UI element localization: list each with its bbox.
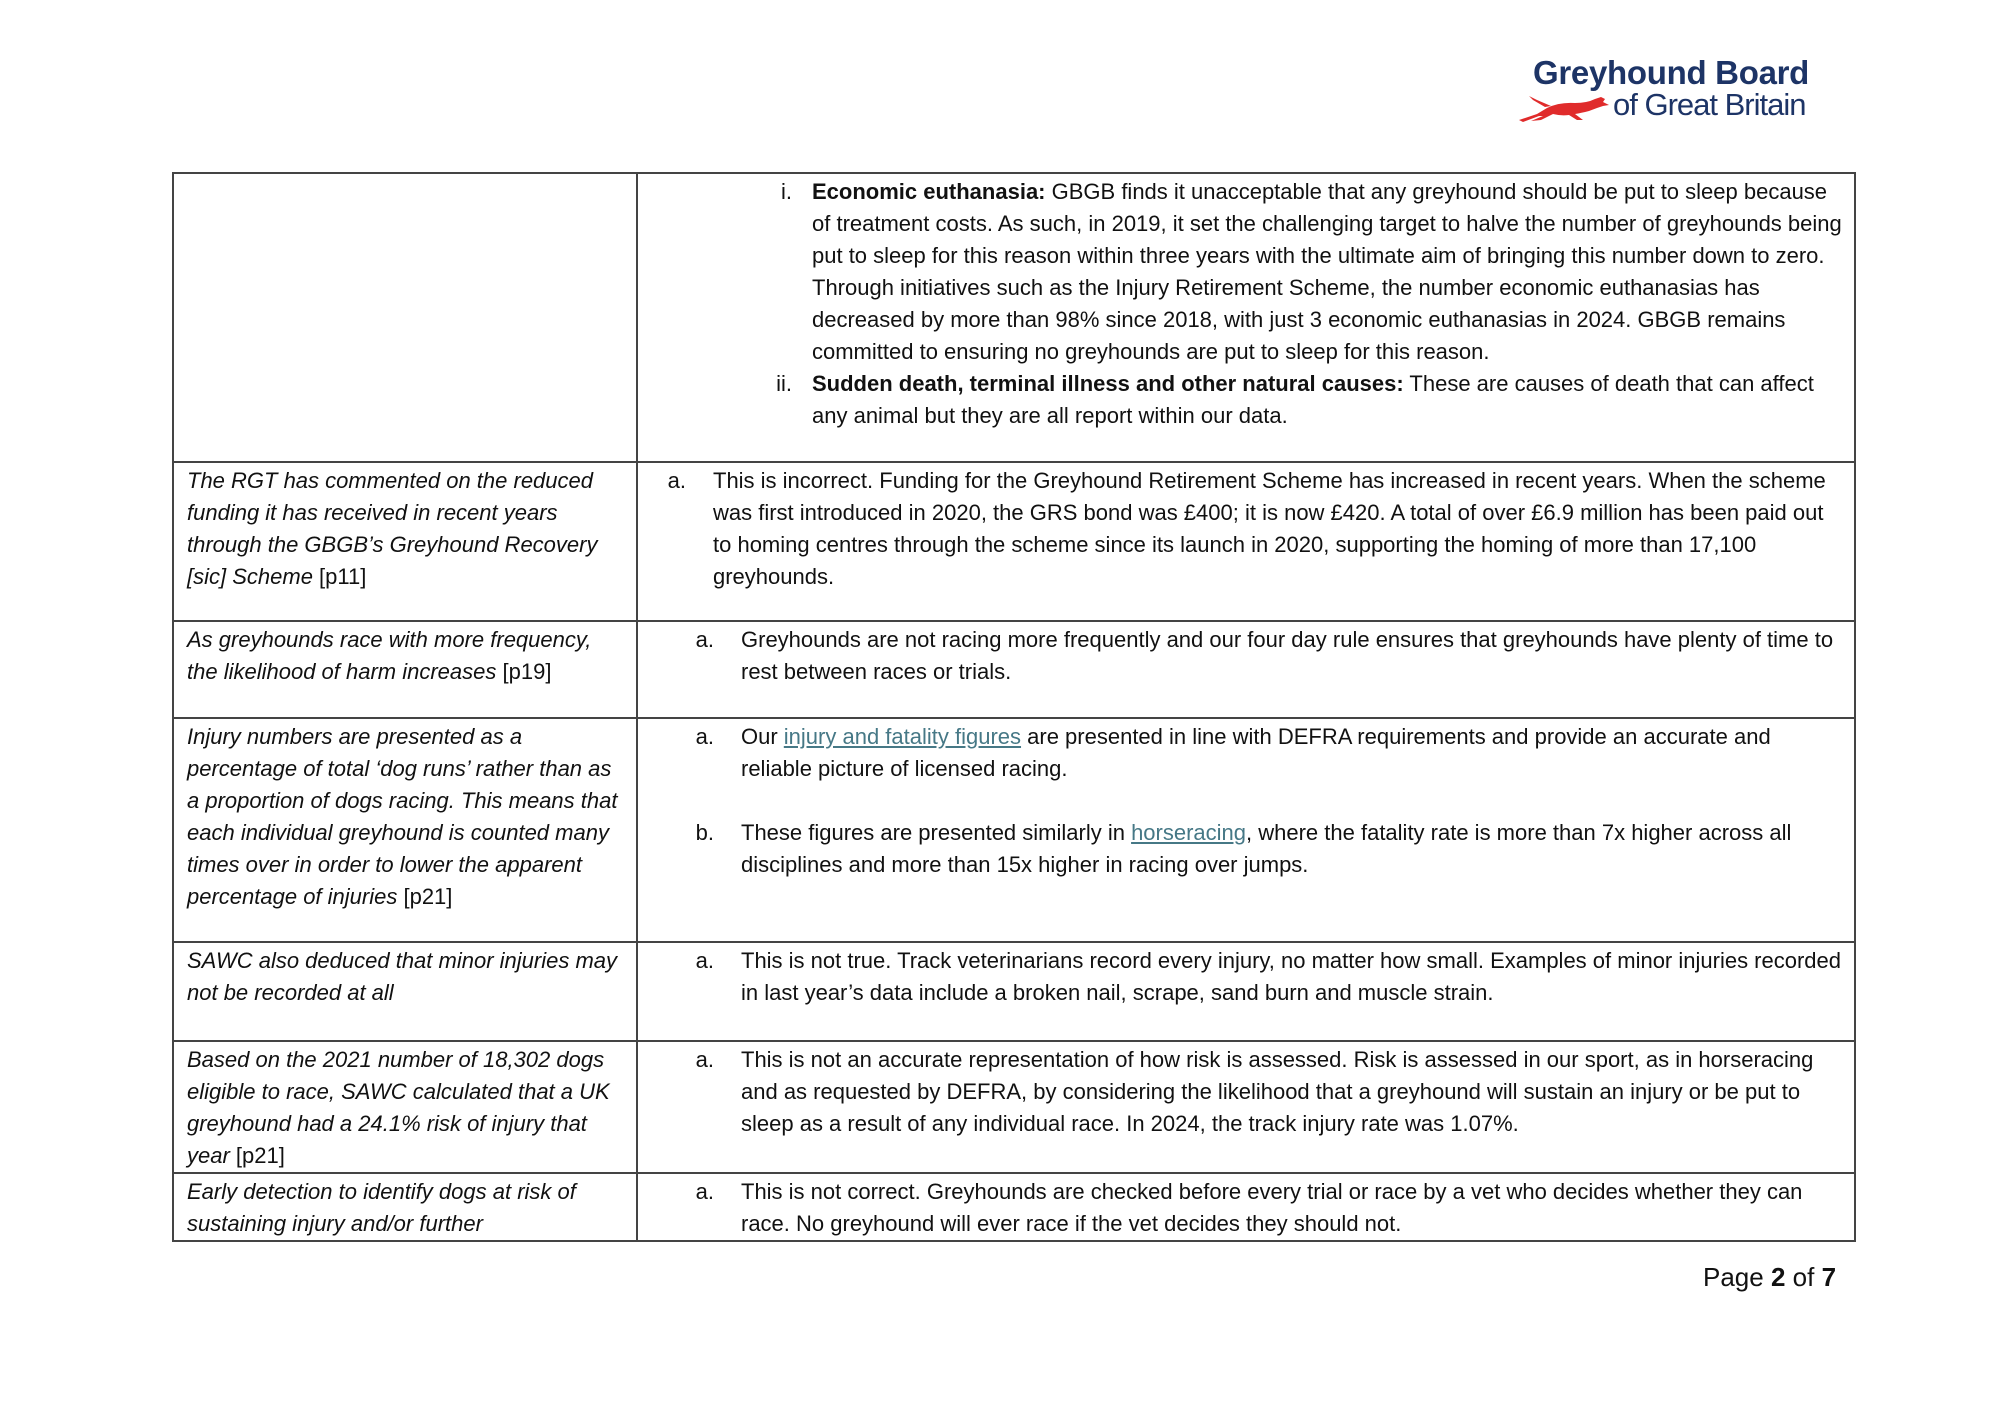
response-cell (637, 462, 1855, 621)
claim-text: Injury numbers are presented as a percentage of total ‘dog runs’ rather than as a proportion of dogs racing. This means that each individual greyhound is counted many times over in order to lower the apparent percentage of injuries (187, 724, 618, 909)
current-page: 2 (1770, 1262, 1786, 1292)
item-text: These figures are presented similarly in (741, 820, 1132, 845)
page-label: Page (1703, 1262, 1771, 1292)
table-row (173, 173, 1855, 462)
claim-cell (173, 718, 637, 942)
item-heading: Sudden death, terminal illness and other natural causes: (812, 371, 1404, 396)
response-cell (637, 1173, 1855, 1241)
table-row (173, 621, 1855, 718)
letter-marker: b. (695, 820, 714, 845)
total-pages: 7 (1821, 1262, 1837, 1292)
claim-text: Early detection to identify dogs at risk of sustaining injury and/or further (187, 1179, 576, 1236)
table-row (173, 942, 1855, 1041)
item-text: This is incorrect. Funding for the Greyhound Retirement Scheme has increased in recent years. When the scheme was first introduced in 2020, the GRS bond was £400; it is now £420. A total of over £6.9 million has been paid out to homing centres through the scheme since its launch in 2020, supporting the homing of more than 17,100 greyhounds. (713, 468, 1826, 589)
item-heading: Economic euthanasia: (812, 179, 1046, 204)
item-text: This is not an accurate representation of how risk is assessed. Risk is assessed in our sport, as in horseracing and as requested by DEFRA, by considering the likelihood that a greyhound will sustain an injury or be put to sleep as a result of any individual race. In 2024, the track injury rate was 1.07%. (741, 1047, 1814, 1136)
letter-marker: a. (695, 627, 714, 652)
item-text: Greyhounds are not racing more frequently and our four day rule ensures that greyhounds have plenty of time to rest between races or trials. (741, 627, 1834, 684)
claim-text: The RGT has commented on the reduced funding it has received in recent years through the GBGB’s Greyhound Recovery [sic] Scheme (187, 468, 598, 589)
claim-cell (173, 1041, 637, 1173)
item-text: , where the fatality rate is more than 7x higher across all disciplines and more than 15x higher in racing over jumps. (741, 820, 1792, 877)
page-number (1703, 1262, 1836, 1293)
response-item (638, 817, 1842, 881)
claim-cell (173, 173, 637, 462)
page-reference: [p21] (235, 1143, 285, 1168)
table-row (173, 718, 1855, 942)
roman-marker: ii. (776, 371, 792, 396)
letter-marker: a. (695, 1047, 714, 1072)
claim-text: Based on the 2021 number of 18,302 dogs eligible to race, SAWC calculated that a UK greyhound had a 24.1% risk of injury that year (187, 1047, 610, 1168)
page-reference: [p19] (502, 659, 552, 684)
response-item (638, 368, 1842, 432)
response-cell (637, 718, 1855, 942)
response-item (638, 1176, 1842, 1240)
letter-marker: a. (695, 724, 714, 749)
claims-response-table (172, 172, 1856, 1242)
item-text: These are causes of death that can affect any animal but they are all report within our data. (812, 371, 1814, 428)
item-text: This is not true. Track veterinarians record every injury, no matter how small. Examples of minor injuries recorded in last year’s data include a broken nail, scrape, sand burn and muscle strain. (741, 948, 1842, 1005)
response-item (638, 176, 1842, 368)
item-text: This is not correct. Greyhounds are checked before every trial or race by a vet who decides whether they can race. No greyhound will ever race if the vet decides they should not. (741, 1179, 1803, 1236)
table-row (173, 1173, 1855, 1241)
page-reference: [p21] (403, 884, 453, 909)
letter-marker: a. (695, 1179, 714, 1204)
gbgb-logo (1515, 52, 1835, 127)
item-text: are presented in line with DEFRA requirements and provide an accurate and reliable picture of licensed racing. (741, 724, 1771, 781)
horseracing-link[interactable]: horseracing (1131, 820, 1247, 845)
claim-cell (173, 621, 637, 718)
response-item (638, 1044, 1842, 1140)
claim-text: SAWC also deduced that minor injuries may not be recorded at all (187, 948, 618, 1005)
response-cell (637, 621, 1855, 718)
response-item (638, 945, 1842, 1009)
response-item (638, 624, 1842, 688)
claim-cell (173, 942, 637, 1041)
response-cell (637, 173, 1855, 462)
of-label: of (1785, 1262, 1822, 1292)
injury-fatality-figures-link[interactable]: injury and fatality figures (783, 724, 1022, 749)
response-cell (637, 942, 1855, 1041)
letter-marker: a. (667, 468, 686, 493)
response-item (638, 465, 1842, 593)
running-greyhound-icon (1517, 94, 1612, 124)
claim-cell (173, 1173, 637, 1241)
letter-marker: a. (695, 948, 714, 973)
page-reference: [p11] (319, 564, 367, 589)
table-row (173, 1041, 1855, 1173)
table-row (173, 462, 1855, 621)
item-text: Our (741, 724, 784, 749)
item-text: GBGB finds it unacceptable that any greyhound should be put to sleep because of treatment costs. As such, in 2019, it set the challenging target to halve the number of greyhounds being put to sleep for this reason within three years with the ultimate aim of bringing this number down to zero. Through initiatives such as the Injury Retirement Scheme, the number economic euthanasias has decreased by more than 98% since 2018, with just 3 economic euthanasias in 2024. GBGB remains committed to ensuring no greyhounds are put to sleep for this reason. (812, 179, 1842, 364)
claim-cell (173, 462, 637, 621)
response-cell (637, 1041, 1855, 1173)
response-item (638, 721, 1842, 785)
claim-text: As greyhounds race with more frequency, the likelihood of harm increases (187, 627, 592, 684)
roman-marker: i. (781, 179, 792, 204)
logo-title: Greyhound Board (1533, 54, 1810, 91)
logo-subtitle: of Great Britain (1613, 87, 1806, 122)
